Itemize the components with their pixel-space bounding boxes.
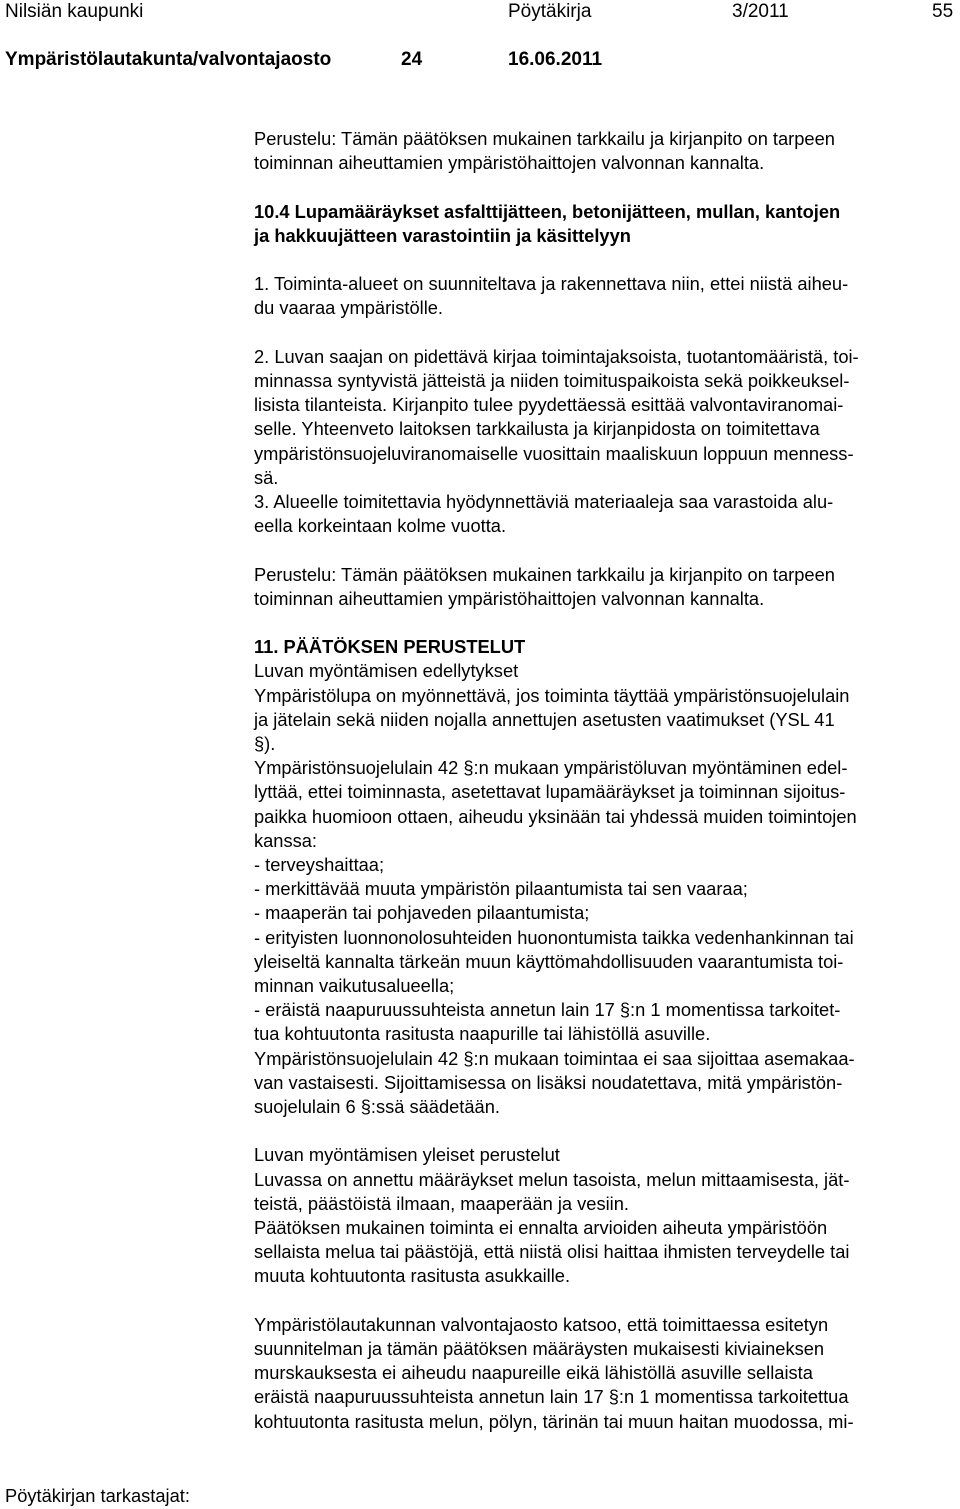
document-body bbox=[254, 127, 954, 1434]
header-issue: 3/2011 bbox=[732, 1, 789, 22]
perustelu-paragraph-2: Perustelu: Tämän päätöksen mukainen tarkkailu ja kirjanpito on tarpeen toiminnan aiheuttamien ympäristöhaittojen valvonnan kannalta. bbox=[254, 563, 835, 609]
footer-reviewers-label: Pöytäkirjan tarkastajat: bbox=[5, 1485, 190, 1506]
heading-10-4: 10.4 Lupamääräykset asfalttijätteen, betonijätteen, mullan, kantojen ja hakkuujätteen varastointiin ja käsittelyyn bbox=[254, 200, 841, 246]
header-page-number: 55 bbox=[932, 1, 954, 22]
item-3: 3. Alueelle toimitettavia hyödynnettäviä materiaaleja saa varastoida alu- eella korkeintaan kolme vuotta. bbox=[254, 491, 834, 537]
perustelu-paragraph-1: Perustelu: Tämän päätöksen mukainen tarkkailu ja kirjanpito on tarpeen toiminnan aiheuttamien ympäristöhaittojen valvonnan kannalta. bbox=[254, 128, 835, 174]
yleiset-perustelut: Luvan myöntämisen yleiset perustelut Luvassa on annettu määräykset melun tasoista, melun mittaamisesta, jät- teistä, päästöistä ilmaan, maaperään ja vesiin. Päätöksen mukainen toiminta ei ennalta arvioiden aiheuta ympäristöön sellaista melua tai päästöjä, että niistä olisi haittaa ihmisten terveydelle tai muuta kohtuutonta rasitusta asukkaille. bbox=[254, 1144, 850, 1287]
section-11-text: Luvan myöntämisen edellytykset Ympäristölupa on myönnettävä, jos toiminta täyttää ympäristönsuojelulain ja jätelain sekä niiden nojalla annettujen asetusten vaatimukset (YSL 41 §). Ympäristönsuojelulain 42 §:n mukaan ympäristöluvan myöntäminen edel- lyttää, ettei toiminnasta, asetettavat lupamääräykset ja toiminnan sijoitus- paikka huomioon ottaen, aiheudu yksinään tai yhdessä muiden toimintojen kanssa: - terveyshaittaa; - merkittävää muuta ympäristön pilaantumista tai sen vaaraa; - maaperän tai pohjaveden pilaantumista; - erityisten luonnonolosuhteiden huonontumista taikka vedenhankinnan tai yleiseltä kannalta tärkeän muun käyttömahdollisuuden vaarantumista toi- minnan vaikutusalueella; - eräistä naapuruussuhteista annetun lain 17 §:n 1 momentissa tarkoitet- tua kohtuutonta rasitusta naapurille tai lähistöllä asuville. Ympäristönsuojelulain 42 §:n mukaan toimintaa ei saa sijoittaa asemakaa- van vastaisesti. Sijoittamisessa on lisäksi noudatettava, mitä ympäristön- suojelulain 6 §:ssä säädetään. bbox=[254, 660, 857, 1118]
header-city: Nilsiän kaupunki bbox=[5, 1, 144, 22]
header-section-number: 24 bbox=[401, 49, 423, 70]
header-date: 16.06.2011 bbox=[508, 49, 603, 70]
header-doc-type: Pöytäkirja bbox=[508, 1, 592, 22]
item-2: 2. Luvan saajan on pidettävä kirjaa toimintajaksoista, tuotantomääristä, toi- minnassa syntyvistä jätteistä ja niiden toimituspaikoista sekä poikkeuksel- lisista tilanteista. Kirjanpito tulee pyydettäessä esittää valvontaviranomai- selle. Yhteenveto laitoksen tarkkailusta ja kirjanpidosta on toimitettava ympäristönsuojeluviranomaiselle vuosittain maaliskuun loppuun menness- sä. bbox=[254, 345, 859, 488]
header-committee: Ympäristölautakunta/valvontajaosto bbox=[5, 49, 332, 70]
jaosto-katsoo-paragraph: Ympäristölautakunnan valvontajaosto katsoo, että toimittaessa esitetyn suunnitelman ja tämän päätöksen määräysten mukaisesti kiviaineksen murskauksesta ei aiheudu naapureille eikä lähistöllä asuville sellaista eräistä naapuruussuhteista annetun lain 17 §:n 1 momentissa tarkoitettua kohtuutonta rasitusta melun, pölyn, tärinän tai muun haitan muodossa, mi- bbox=[254, 1313, 854, 1432]
heading-11: 11. PÄÄTÖKSEN PERUSTELUT bbox=[254, 636, 526, 658]
item-1: 1. Toiminta-alueet on suunniteltava ja rakennettava niin, ettei niistä aiheu- du vaaraa ympäristölle. bbox=[254, 273, 849, 319]
